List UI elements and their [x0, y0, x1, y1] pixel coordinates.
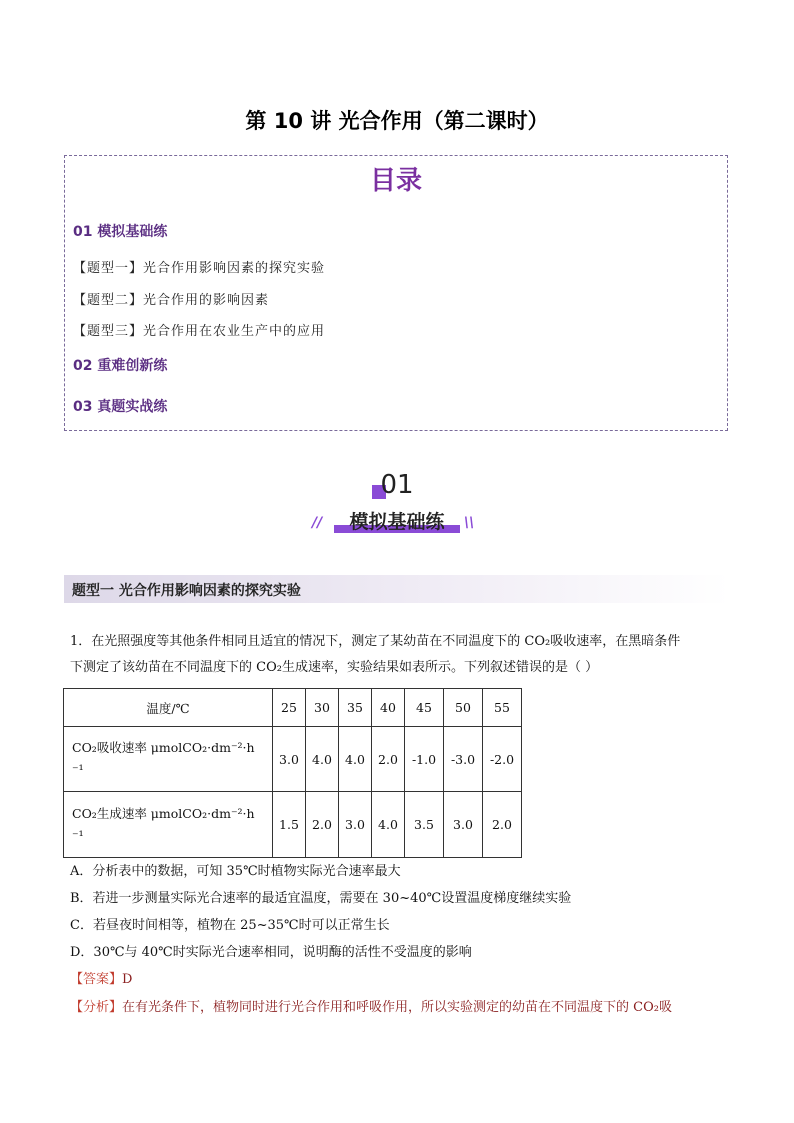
- toc-section-01[interactable]: 01 模拟基础练: [73, 224, 168, 240]
- table-cell: 2.0: [483, 792, 522, 858]
- table-cell: 3.0: [444, 792, 483, 858]
- toc-item-type1[interactable]: 【题型一】光合作用影响因素的探究实验: [73, 261, 326, 276]
- table-row: [64, 727, 522, 792]
- table-cell: 2.0: [372, 727, 405, 792]
- table-cell: 3.5: [405, 792, 444, 858]
- section-number: 01: [380, 470, 414, 500]
- data-table: [63, 688, 522, 858]
- row-label-absorption: [64, 727, 273, 792]
- left-slash-decoration: //: [312, 515, 323, 531]
- table-cell: 45: [405, 689, 444, 727]
- question-text-line1: 1．在光照强度等其他条件相同且适宜的情况下，测定了某幼苗在不同温度下的 CO₂吸收速率，在黑暗条件: [70, 634, 681, 649]
- table-cell: 25: [273, 689, 306, 727]
- table-header-row: [64, 689, 522, 727]
- table-row: [64, 792, 522, 858]
- table-cell: -3.0: [444, 727, 483, 792]
- table-cell: 1.5: [273, 792, 306, 858]
- option-c: C．若昼夜时间相等，植物在 25~35℃时可以正常生长: [70, 918, 390, 933]
- row-label-generation: [64, 792, 273, 858]
- right-slash-decoration: \\: [464, 515, 475, 531]
- question-type-label: 题型一 光合作用影响因素的探究实验: [72, 583, 301, 599]
- question-text-line2: 下测定了该幼苗在不同温度下的 CO₂生成速率，实验结果如表所示。下列叙述错误的是（ ）: [70, 660, 599, 675]
- table-cell: 35: [339, 689, 372, 727]
- option-a: A．分析表中的数据，可知 35℃时植物实际光合速率最大: [70, 864, 401, 879]
- answer-line: [70, 968, 132, 987]
- table-cell: 3.0: [339, 792, 372, 858]
- table-cell: -1.0: [405, 727, 444, 792]
- table-of-contents: [64, 155, 728, 431]
- table-header-label: 温度/℃: [64, 689, 273, 727]
- table-cell: 50: [444, 689, 483, 727]
- table-cell: 4.0: [339, 727, 372, 792]
- toc-section-03[interactable]: 03 真题实战练: [73, 399, 168, 415]
- toc-item-type2[interactable]: 【题型二】光合作用的影响因素: [73, 293, 270, 308]
- row-label-line2: ⁻¹: [72, 827, 84, 843]
- row-label-line1: CO₂生成速率 μmolCO₂·dm⁻²·h: [72, 805, 255, 821]
- row-label-line2: ⁻¹: [72, 762, 84, 777]
- table-cell: -2.0: [483, 727, 522, 792]
- answer-value: D: [122, 972, 133, 987]
- table-cell: 30: [306, 689, 339, 727]
- analysis-text: 在有光条件下，植物同时进行光合作用和呼吸作用，所以实验测定的幼苗在不同温度下的 CO₂吸: [122, 1000, 672, 1015]
- section-title: 模拟基础练: [349, 511, 445, 533]
- toc-section-02[interactable]: 02 重难创新练: [73, 358, 168, 374]
- row-label-line1: CO₂吸收速率 μmolCO₂·dm⁻²·h: [72, 740, 255, 755]
- toc-heading: 目录: [369, 166, 422, 196]
- analysis-label: 【分析】: [70, 1000, 123, 1015]
- analysis-line: [70, 996, 730, 1015]
- table-cell: 3.0: [273, 727, 306, 792]
- option-d: D．30℃与 40℃时实际光合速率相同，说明酶的活性不受温度的影响: [70, 945, 472, 960]
- table-cell: 4.0: [306, 727, 339, 792]
- table-cell: 2.0: [306, 792, 339, 858]
- table-cell: 55: [483, 689, 522, 727]
- toc-item-type3[interactable]: 【题型三】光合作用在农业生产中的应用: [73, 324, 326, 339]
- page-title: 第 10 讲 光合作用（第二课时）: [245, 109, 549, 133]
- table-cell: 4.0: [372, 792, 405, 858]
- answer-label: 【答案】: [70, 972, 123, 987]
- table-cell: 40: [372, 689, 405, 727]
- option-b: B．若进一步测量实际光合速率的最适宜温度，需要在 30~40℃设置温度梯度继续实验: [70, 891, 572, 906]
